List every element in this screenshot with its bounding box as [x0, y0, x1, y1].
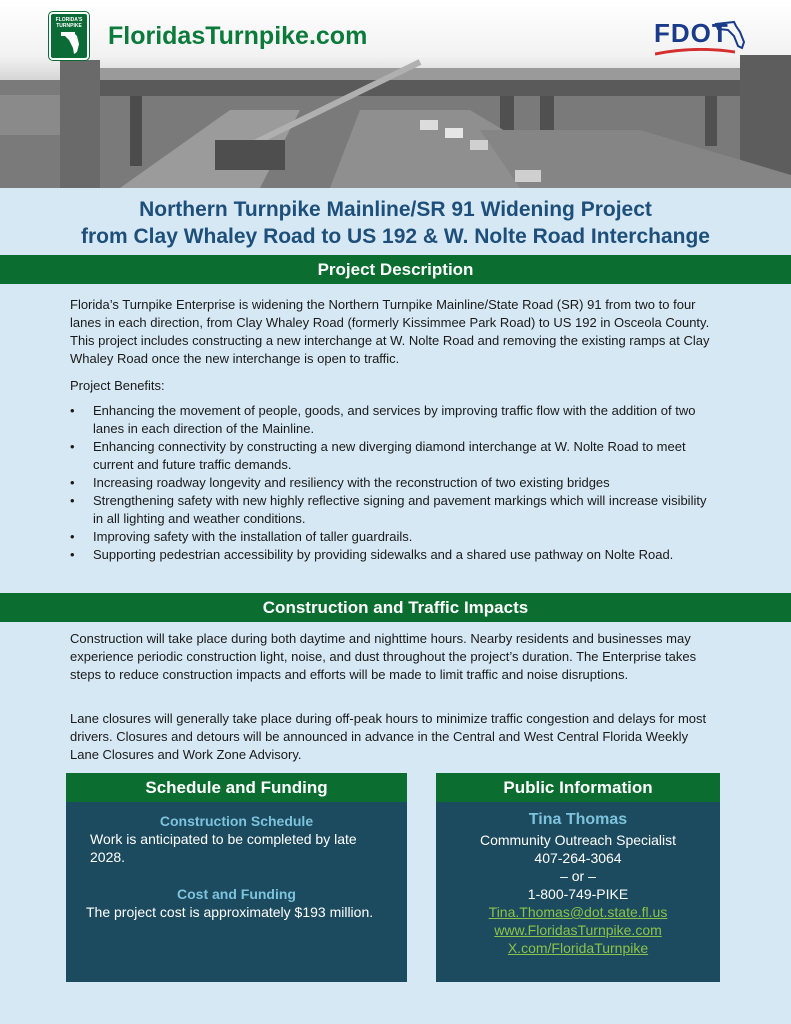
list-item: • Increasing roadway longevity and resiliency with the reconstruction of two existing bridges	[70, 474, 720, 492]
benefits-list	[70, 402, 720, 564]
public-information-box	[436, 773, 720, 982]
construction-paragraph-1: Construction will take place during both daytime and nighttime hours. Nearby residents and businesses may experience periodic construction light, noise, and dust throughout the project’s duration. The Enterprise takes steps to reduce construction impacts and efforts will be made to limit traffic and noise disruptions.	[70, 631, 697, 682]
fdot-logo[interactable]: FDOT	[654, 18, 729, 48]
construction-schedule-label: Construction Schedule	[159, 813, 314, 829]
construction-heading: Construction and Traffic Impacts	[0, 593, 791, 622]
florida-outline-icon	[712, 12, 752, 52]
project-description-heading: Project Description	[0, 255, 791, 284]
contact-phone-2[interactable]: 1-800-749-PIKE	[527, 886, 629, 902]
list-item: • Supporting pedestrian accessibility by providing sidewalks and a shared use pathway on Nolte Road.	[70, 546, 720, 564]
project-description-text: Florida’s Turnpike Enterprise is widening the Northern Turnpike Mainline/State Road (SR) 91 from two to four lanes in each direction, from Clay Whaley Road (formerly Kissimmee Park Road) to US 192 in Osceola County. This project includes constructing a new interchange at W. Nolte Road and removing the existing ramps at Clay Whaley Road once the new interchange is open to traffic.	[70, 297, 710, 366]
website-link[interactable]: www.FloridasTurnpike.com	[494, 922, 662, 938]
title-line-2: from Clay Whaley Road to US 192 & W. Nolte Road Interchange	[81, 225, 710, 248]
list-item: • Strengthening safety with new highly reflective signing and pavement markings which will increase visibility in all lighting and weather conditions.	[70, 492, 720, 528]
construction-schedule-text: Work is anticipated to be completed by late 2028.	[90, 831, 357, 865]
list-item: • Enhancing the movement of people, goods, and services by improving traffic flow with the addition of two lanes in each direction of the Mainline.	[70, 402, 720, 438]
construction-paragraph-2: Lane closures will generally take place during off-peak hours to minimize traffic congestion and delays for most drivers. Closures and detours will be announced in advance in the Central and West Central Florida Weekly Lane Closures and Work Zone Advisory.	[70, 711, 707, 762]
schedule-funding-heading: Schedule and Funding	[66, 773, 407, 802]
title-line-1: Northern Turnpike Mainline/SR 91 Widening Project	[139, 198, 652, 221]
turnpike-logo-text: FLORIDA'S TURNPIKE	[55, 17, 83, 29]
florida-map-icon	[51, 14, 87, 58]
contact-role: Community Outreach Specialist	[479, 832, 677, 848]
header-banner	[0, 0, 791, 188]
social-link[interactable]: X.com/FloridaTurnpike	[507, 940, 649, 956]
fdot-swoosh-icon	[655, 48, 735, 56]
email-link[interactable]: Tina.Thomas@dot.state.fl.us	[488, 904, 668, 920]
page-title	[0, 196, 791, 250]
contact-name: Tina Thomas	[528, 811, 628, 828]
contact-phone[interactable]: 407-264-3064	[534, 850, 622, 866]
list-item: • Enhancing connectivity by constructing a new diverging diamond interchange at W. Nolte Road to meet current and future traffic demands.	[70, 438, 720, 474]
turnpike-logo-icon[interactable]	[49, 12, 89, 60]
schedule-funding-box	[66, 773, 407, 982]
public-information-heading: Public Information	[436, 773, 720, 802]
cost-funding-text: The project cost is approximately $193 million.	[86, 904, 374, 920]
benefits-label: Project Benefits:	[70, 378, 165, 393]
cost-funding-label: Cost and Funding	[177, 886, 296, 902]
contact-or: – or –	[560, 868, 596, 884]
list-item: • Improving safety with the installation of taller guardrails.	[70, 528, 720, 546]
site-name[interactable]: FloridasTurnpike.com	[108, 22, 368, 50]
